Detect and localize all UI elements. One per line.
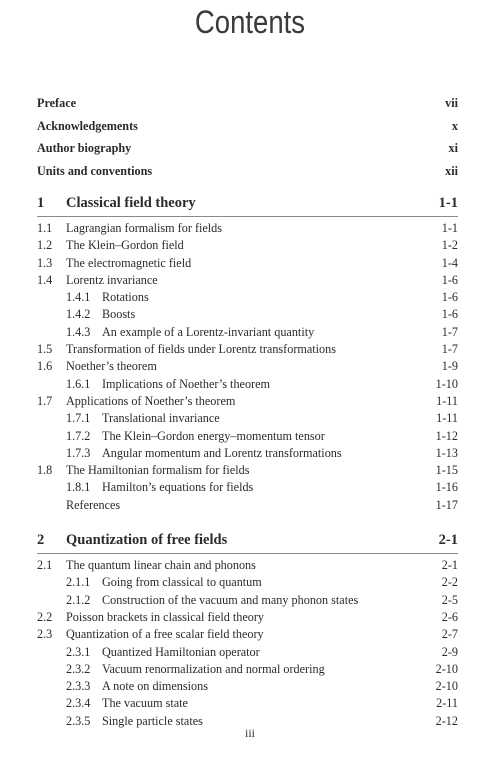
- section-number: 1.5: [37, 342, 53, 357]
- chapter-title: Quantization of free fields: [66, 532, 228, 549]
- chapter-page: 1-1: [438, 195, 458, 211]
- toc-section-entry[interactable]: [37, 626, 458, 643]
- entry-page: 1-9: [441, 359, 458, 374]
- toc-subsection-entry[interactable]: [37, 678, 458, 695]
- toc-section-entry[interactable]: [37, 497, 458, 514]
- subsection-title: Implications of Noether’s theorem: [102, 376, 270, 391]
- entry-title: Preface: [37, 96, 77, 110]
- subsection-title: The Klein–Gordon energy–momentum tensor: [102, 428, 325, 443]
- entry-page: 2-1: [441, 558, 458, 573]
- section-title: Poisson brackets in classical field theory: [66, 609, 264, 624]
- entry-page: vii: [445, 96, 458, 110]
- toc-subsection-entry[interactable]: [37, 479, 458, 496]
- front-matter: [37, 92, 458, 182]
- entry-page: 2-12: [435, 713, 458, 728]
- toc-subsection-entry[interactable]: [37, 695, 458, 712]
- subsection-number: 1.4.1: [66, 290, 91, 305]
- entry-page: 2-5: [441, 592, 458, 607]
- toc-section-entry[interactable]: [37, 609, 458, 626]
- subsection-number: 1.7.1: [66, 411, 91, 426]
- section-number: 1.2: [37, 238, 53, 253]
- subsection-title: Hamilton’s equations for fields: [102, 480, 254, 495]
- entry-title: Units and conventions: [37, 163, 153, 178]
- entry-page: 1-15: [435, 463, 458, 478]
- chapter-title: Classical field theory: [66, 195, 196, 211]
- page-number: iii: [244, 726, 255, 740]
- toc-section-entry[interactable]: [37, 462, 458, 479]
- toc-section-entry[interactable]: [37, 557, 458, 574]
- entry-page: 1-10: [435, 376, 458, 391]
- toc-section-entry[interactable]: [37, 358, 458, 375]
- section-number: 1.3: [37, 255, 53, 270]
- entry-page: xii: [445, 163, 458, 178]
- toc-subsection-entry[interactable]: [37, 324, 458, 341]
- subsection-title: Construction of the vacuum and many phonon states: [102, 592, 359, 607]
- section-number: 2.1: [37, 558, 53, 573]
- subsection-number: 1.4.2: [66, 307, 91, 322]
- toc-chapter-heading[interactable]: [37, 527, 458, 553]
- entry-page: 1-2: [441, 238, 458, 253]
- toc-subsection-entry[interactable]: [37, 376, 458, 393]
- subsection-number: 2.3.4: [66, 696, 91, 711]
- section-number: 2.2: [37, 609, 53, 624]
- section-number: 1.6: [37, 359, 53, 374]
- toc-front-entry[interactable]: [37, 137, 458, 160]
- toc-subsection-entry[interactable]: [37, 574, 458, 591]
- subsection-title: An example of a Lorentz-invariant quantity: [102, 324, 315, 339]
- table-of-contents: [37, 92, 458, 730]
- entry-title: Author biography: [37, 141, 132, 155]
- entry-page: 1-4: [441, 255, 458, 270]
- section-number: 1.4: [37, 272, 53, 287]
- section-title: Lagrangian formalism for fields: [66, 221, 223, 235]
- subsection-number: 2.3.3: [66, 679, 91, 694]
- chapters-list: [37, 182, 458, 730]
- entry-page: 1-12: [435, 428, 458, 443]
- section-title: Quantization of a free scalar field theory: [66, 627, 264, 642]
- subsection-number: 2.3.5: [66, 713, 91, 728]
- page-title: Contents: [194, 4, 306, 40]
- entry-page: 1-16: [435, 480, 458, 495]
- entry-page: 1-11: [436, 393, 458, 408]
- toc-subsection-entry[interactable]: [37, 644, 458, 661]
- subsection-number: 1.6.1: [66, 376, 91, 391]
- subsection-title: Single particle states: [102, 713, 203, 728]
- toc-front-entry[interactable]: [37, 115, 458, 138]
- entry-page: 2-10: [435, 679, 458, 694]
- toc-subsection-entry[interactable]: [37, 306, 458, 323]
- entry-page: 2-6: [441, 609, 458, 624]
- entry-page: 1-13: [435, 445, 458, 460]
- entry-page: 1-6: [441, 307, 458, 322]
- subsection-number: 1.7.3: [66, 445, 91, 460]
- toc-subsection-entry[interactable]: [37, 592, 458, 609]
- subsection-title: Angular momentum and Lorentz transformations: [102, 445, 342, 460]
- section-title: The Klein–Gordon field: [66, 238, 184, 253]
- subsection-title: Rotations: [102, 290, 149, 305]
- subsection-title: The vacuum state: [102, 696, 188, 711]
- chapter-page: 2-1: [438, 532, 458, 549]
- toc-section-entry[interactable]: [37, 255, 458, 272]
- section-title: Applications of Noether’s theorem: [66, 393, 236, 408]
- section-title: Noether’s theorem: [66, 359, 157, 374]
- toc-section-entry[interactable]: [37, 220, 458, 237]
- section-title: The quantum linear chain and phonons: [66, 558, 256, 573]
- toc-subsection-entry[interactable]: [37, 289, 458, 306]
- entry-page: 2-2: [441, 575, 458, 590]
- toc-subsection-entry[interactable]: [37, 410, 458, 427]
- subsection-number: 2.3.1: [66, 644, 91, 659]
- subsection-number: 2.3.2: [66, 661, 91, 676]
- entry-page: 1-6: [441, 290, 458, 305]
- chapter-divider: [37, 216, 458, 217]
- chapter-number: 1: [37, 195, 45, 211]
- chapter-divider: [37, 553, 458, 554]
- subsection-title: Quantized Hamiltonian operator: [102, 644, 260, 659]
- toc-subsection-entry[interactable]: [37, 428, 458, 445]
- toc-section-entry[interactable]: [37, 237, 458, 254]
- entry-page: 1-1: [441, 221, 458, 235]
- section-number: 2.3: [37, 627, 53, 642]
- section-title: The Hamiltonian formalism for fields: [66, 463, 250, 478]
- subsection-number: 1.8.1: [66, 480, 91, 495]
- toc-subsection-entry[interactable]: [37, 445, 458, 462]
- toc-section-entry[interactable]: [37, 393, 458, 410]
- entry-page: 1-17: [435, 497, 458, 512]
- entry-page: 1-11: [436, 411, 458, 426]
- entry-title: Acknowledgements: [37, 118, 138, 133]
- section-title: The electromagnetic field: [66, 255, 192, 270]
- toc-section-entry[interactable]: [37, 341, 458, 358]
- toc-front-entry[interactable]: [37, 160, 458, 183]
- toc-section-entry[interactable]: [37, 272, 458, 289]
- entry-page: 2-11: [436, 696, 458, 711]
- subsection-number: 2.1.2: [66, 592, 91, 607]
- subsection-title: Translational invariance: [102, 411, 220, 426]
- section-title: Transformation of fields under Lorentz transformations: [66, 342, 336, 357]
- toc-chapter-heading[interactable]: [37, 190, 458, 216]
- subsection-number: 1.7.2: [66, 428, 91, 443]
- subsection-title: Boosts: [102, 307, 136, 322]
- entry-page: 1-7: [441, 342, 458, 357]
- entry-page: 1-7: [441, 324, 458, 339]
- entry-page: x: [451, 118, 458, 133]
- subsection-title: A note on dimensions: [102, 679, 208, 694]
- section-number: 1.1: [37, 221, 53, 235]
- section-number: 1.7: [37, 393, 53, 408]
- entry-page: xi: [448, 141, 458, 155]
- section-title: References: [66, 497, 121, 512]
- entry-page: 2-9: [441, 644, 458, 659]
- chapter-number: 2: [37, 532, 45, 549]
- toc-front-entry[interactable]: [37, 92, 458, 115]
- subsection-number: 1.4.3: [66, 324, 91, 339]
- toc-subsection-entry[interactable]: [37, 661, 458, 678]
- section-number: 1.8: [37, 463, 53, 478]
- entry-page: 1-6: [441, 272, 458, 287]
- subsection-title: Going from classical to quantum: [102, 575, 262, 590]
- subsection-title: Vacuum renormalization and normal ordering: [102, 661, 325, 676]
- subsection-number: 2.1.1: [66, 575, 91, 590]
- entry-page: 2-7: [441, 627, 458, 642]
- entry-page: 2-10: [435, 661, 458, 676]
- section-title: Lorentz invariance: [66, 272, 158, 287]
